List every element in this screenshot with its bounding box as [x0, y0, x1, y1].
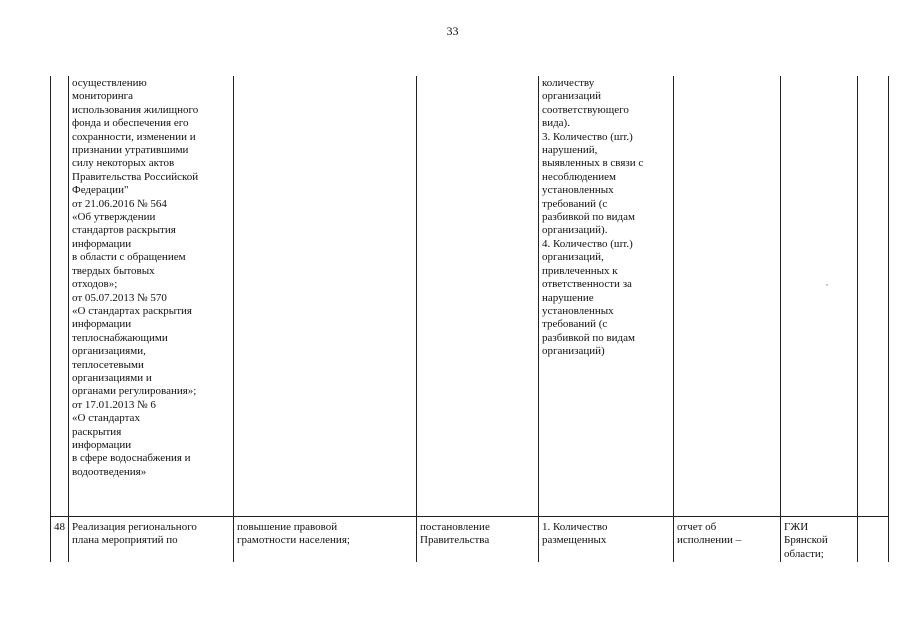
report-form-cell [674, 76, 781, 517]
legal-basis-cell [417, 76, 539, 517]
extra-cell [858, 517, 889, 563]
indicator-cell: 1. Количество размещенных [539, 517, 674, 563]
row-number-cell: 48 [51, 517, 69, 563]
measure-name-cell: осуществлению мониторинга использования жилищного фонда и обеспечения его сохранности, изменении и признании утратившими силу некоторых актов Правительства Российской Федерации" от 21.06.2016 № 564 «Об утверждении стандартов раскрытия информации в области с обращением твердых бытовых отходов»; от 05.07.2013 № 570 «О стандартах раскрытия информации теплоснабжающими организациями, теплосетевыми организациями и органами регулирования»; от 17.01.2013 № 6 «О стандартах раскрытия информации в сфере водоснабжения и водоотведения» [69, 76, 234, 517]
table-row [51, 76, 889, 517]
goal-cell: повышение правовой грамотности населения; [234, 517, 417, 563]
responsible-cell: ГЖИ Брянской области; [781, 517, 858, 563]
page-number: 33 [446, 24, 459, 38]
indicator-cell: количеству организаций соответствующего вида). 3. Количество (шт.) нарушений, выявленных в связи с несоблюдением установленных требований (с разбивкой по видам организаций). 4. Количество (шт.) организаций, привлеченных к ответственности за нарушение установленных требований (с разбивкой по видам организаций) [539, 76, 674, 517]
responsible-cell [781, 76, 858, 517]
table-row [51, 517, 889, 563]
goal-cell [234, 76, 417, 517]
extra-cell [858, 76, 889, 517]
row-number-cell [51, 76, 69, 517]
measure-name-cell: Реализация регионального плана мероприятий по [69, 517, 234, 563]
scan-speck [826, 284, 828, 286]
report-form-cell: отчет об исполнении – [674, 517, 781, 563]
measures-table [50, 76, 889, 562]
legal-basis-cell: постановление Правительства [417, 517, 539, 563]
